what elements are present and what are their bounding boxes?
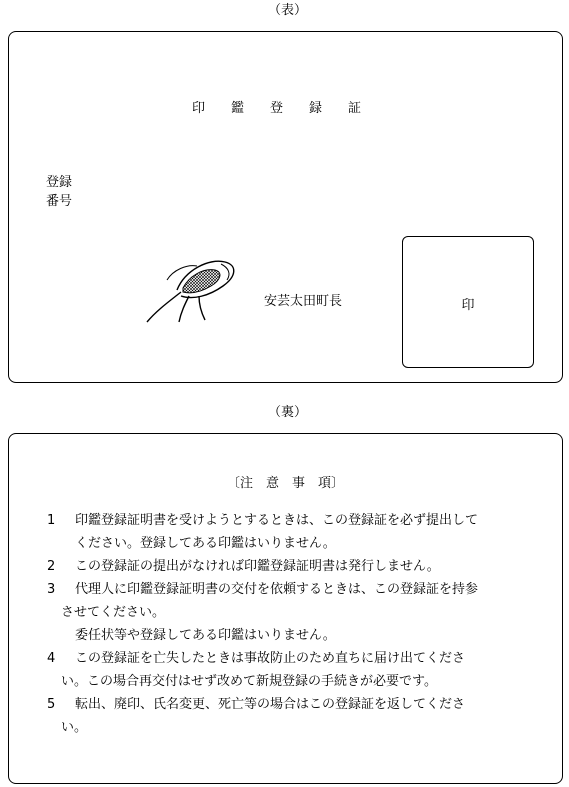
note-text: この登録証を亡失したときは事故防止のため直ちに届け出てくださ xyxy=(75,651,466,666)
note-number: 3 xyxy=(47,582,56,597)
note-text: させてください。 xyxy=(61,605,166,620)
note-item-4 xyxy=(47,647,537,693)
note-text: 代理人に印鑑登録証明書の交付を依頼するときは、この登録証を持参 xyxy=(75,582,479,597)
notes-heading: 〔注 意 事 項〕 xyxy=(227,476,345,491)
note-text: この登録証の提出がなければ印鑑登録証明書は発行しません。 xyxy=(75,559,440,574)
card-title: 印 鑑 登 録 証 xyxy=(192,101,362,116)
seal-label: 印 xyxy=(461,298,475,313)
note-item-5 xyxy=(47,693,537,739)
note-item-3 xyxy=(47,578,537,647)
registration-card-front xyxy=(8,31,563,383)
registration-number-label-line1: 登録 xyxy=(46,175,73,190)
note-number: 2 xyxy=(47,559,56,574)
registration-number-label-line2: 番号 xyxy=(46,194,73,209)
note-text: 転出、廃印、氏名変更、死亡等の場合はこの登録証を返してくださ xyxy=(75,697,466,712)
note-text: 印鑑登録証明書を受けようとするときは、この登録証を必ず提出して xyxy=(75,513,479,528)
note-number: 5 xyxy=(47,697,56,712)
note-item-1 xyxy=(47,509,537,555)
note-text: い。この場合再交付はせず改めて新規登録の手続きが必要です。 xyxy=(61,674,437,689)
town-emblem-icon xyxy=(137,250,241,326)
note-text: い。 xyxy=(61,720,88,735)
note-number: 4 xyxy=(47,651,56,666)
note-item-2 xyxy=(47,555,537,578)
registration-card-back xyxy=(8,433,563,784)
note-text: ください。登録してある印鑑はいりません。 xyxy=(75,536,336,551)
note-number: 1 xyxy=(47,513,56,528)
front-side-label: （表） xyxy=(268,3,308,18)
issuer-name: 安芸太田町長 xyxy=(264,294,343,309)
seal-box xyxy=(402,236,534,368)
back-side-label: （裏） xyxy=(268,405,308,420)
note-text: 委任状等や登録してある印鑑はいりません。 xyxy=(75,628,336,643)
